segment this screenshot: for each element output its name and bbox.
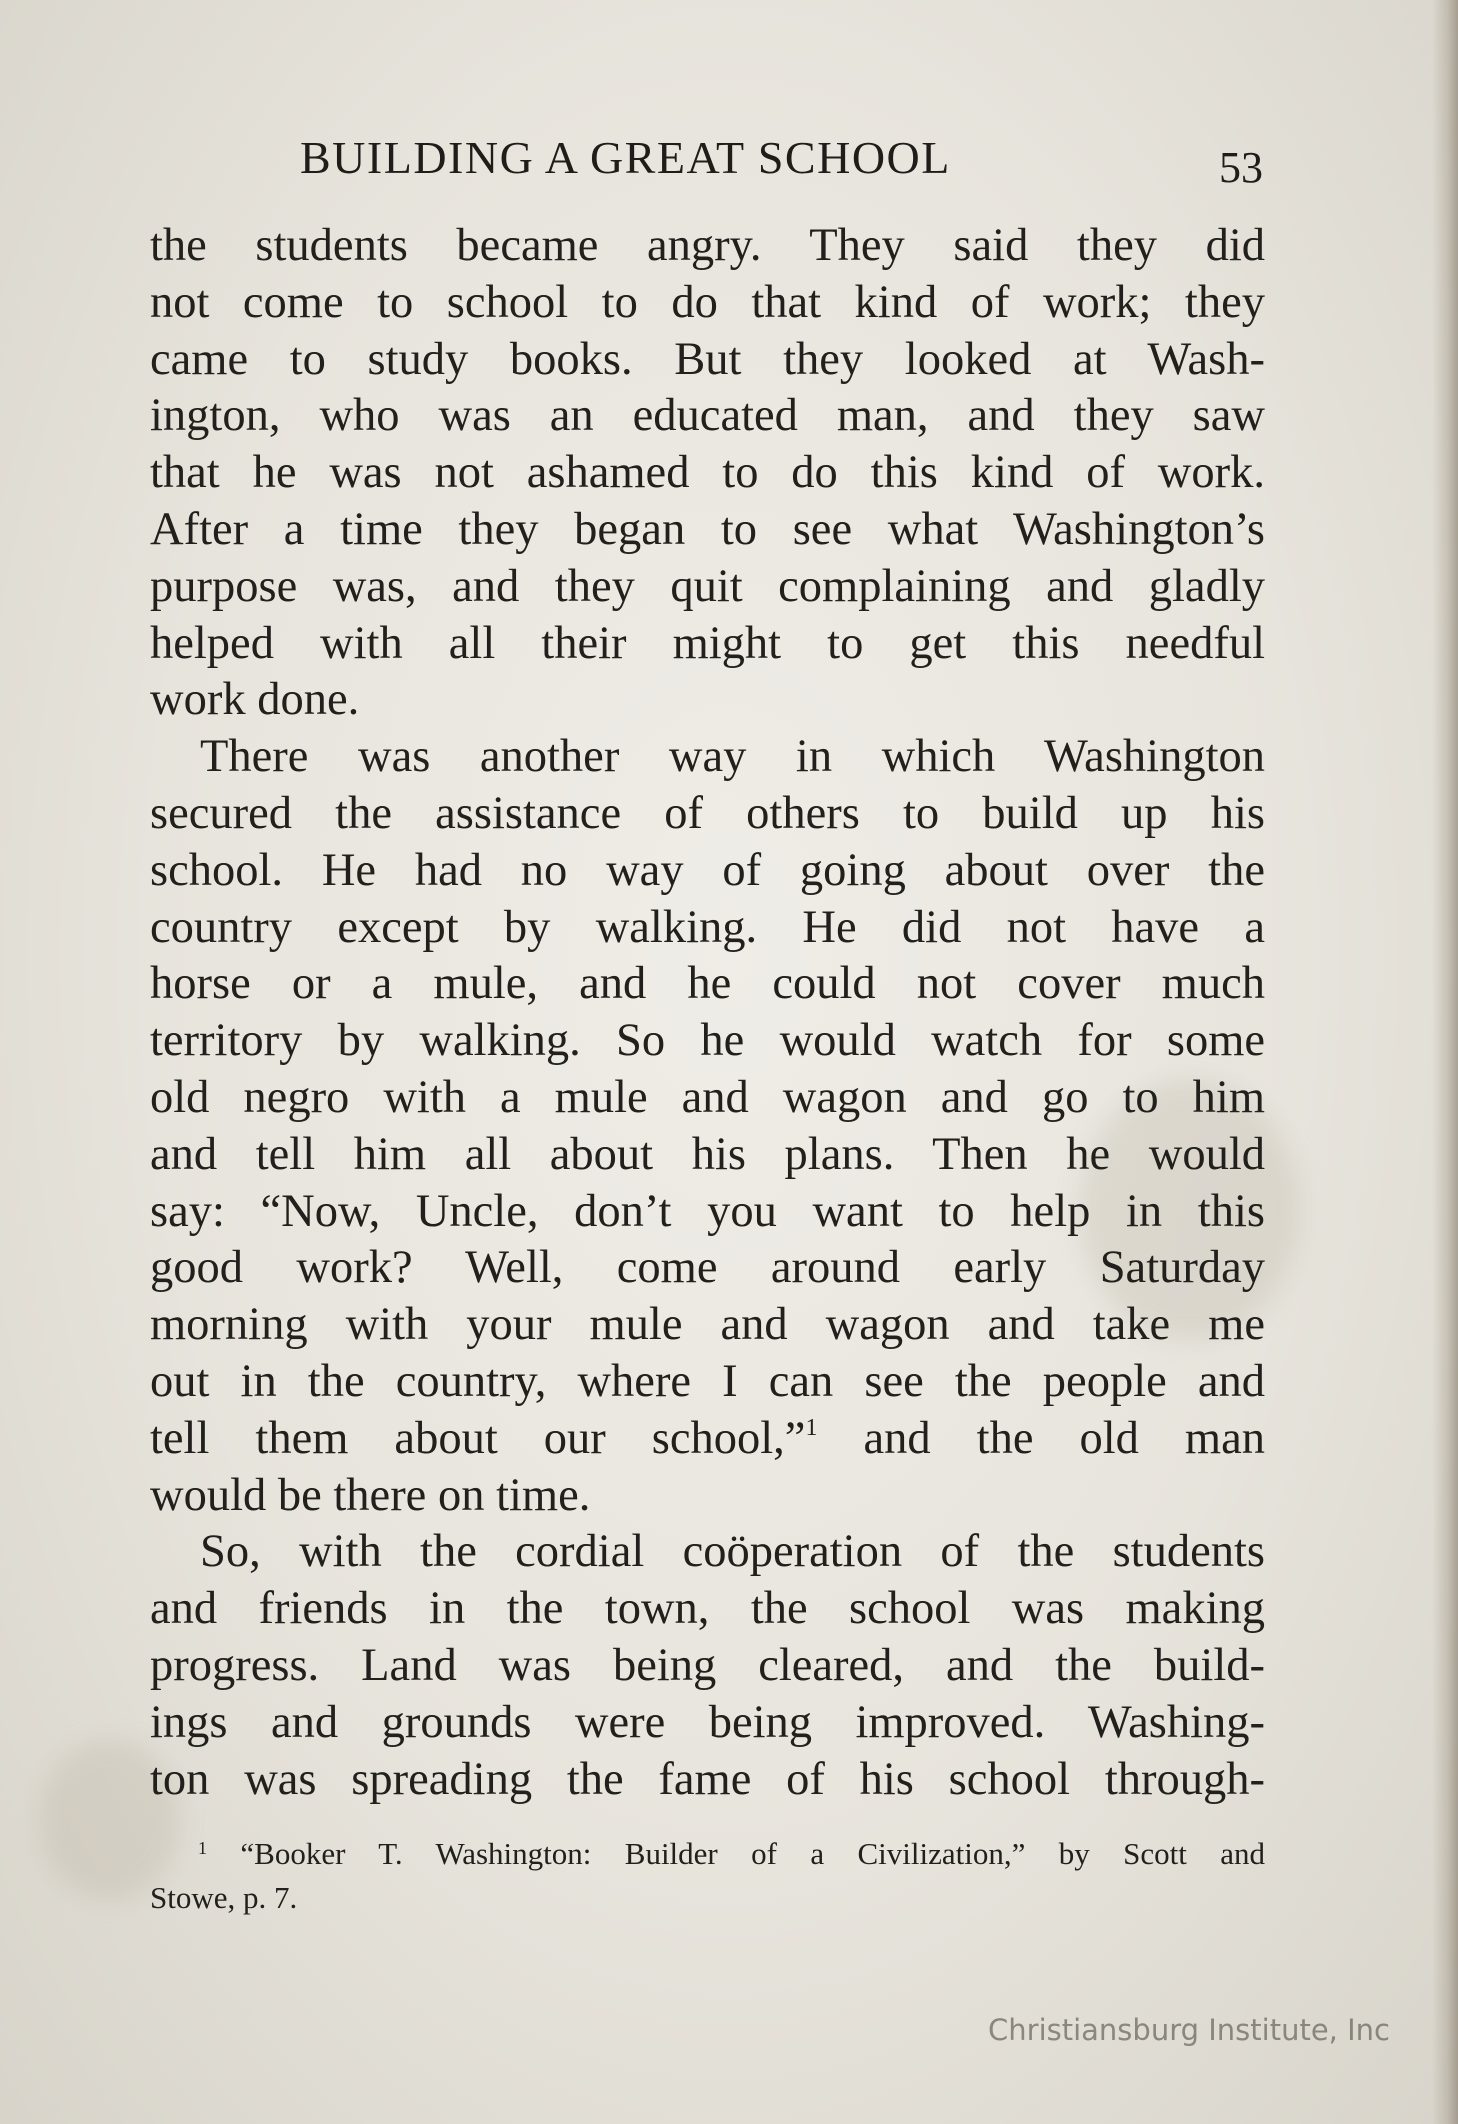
- text-line: good work? Well, come around early Saturday: [150, 1242, 1265, 1294]
- paragraph-start-line: There was another way in which Washington: [200, 731, 1265, 783]
- text-line: morning with your mule and wagon and take me: [150, 1299, 1265, 1351]
- text-line: ington, who was an educated man, and they saw: [150, 390, 1265, 442]
- text-line: territory by walking. So he would watch for some: [150, 1015, 1265, 1067]
- text-line: ings and grounds were being improved. Washing-: [150, 1696, 1265, 1748]
- text-line: work done.: [150, 674, 360, 726]
- text-line: school. He had no way of going about over the: [150, 844, 1265, 896]
- text-line: that he was not ashamed to do this kind of work.: [150, 447, 1265, 499]
- text-line: and friends in the town, the school was making: [150, 1583, 1265, 1635]
- footnote: [150, 1832, 1265, 1920]
- text-line: purpose was, and they quit complaining and gladly: [150, 560, 1265, 612]
- text-line-with-footnote: [150, 1411, 1265, 1468]
- page-header: [300, 128, 1275, 192]
- text-line: not come to school to do that kind of work; they: [150, 276, 1265, 328]
- body-text: [150, 218, 1265, 1808]
- text-line: progress. Land was being cleared, and the build-: [150, 1639, 1265, 1691]
- running-title: BUILDING A GREAT SCHOOL: [300, 132, 951, 183]
- watermark: Christiansburg Institute, Inc: [988, 2013, 1390, 2047]
- page-number: 53: [1219, 143, 1263, 192]
- text-segment: tell them about our school,”: [150, 1412, 806, 1464]
- text-line: came to study books. But they looked at Wash-: [150, 333, 1265, 385]
- text-line: say: “Now, Uncle, don’t you want to help in this: [150, 1185, 1265, 1237]
- footnote-line: Stowe, p. 7.: [150, 1880, 298, 1915]
- text-line: After a time they began to see what Washington’s: [150, 503, 1265, 555]
- text-line: the students became angry. They said they did: [150, 220, 1265, 271]
- text-line: and tell him all about his plans. Then he would: [150, 1128, 1265, 1180]
- text-line: would be there on time.: [150, 1469, 591, 1521]
- text-line: helped with all their might to get this needful: [150, 617, 1265, 669]
- text-line: ton was spreading the fame of his school through-: [150, 1753, 1265, 1805]
- footnote-line: [150, 1832, 1265, 1876]
- text-line: horse or a mule, and he could not cover much: [150, 958, 1265, 1010]
- footnote-marker: 1: [198, 1838, 207, 1858]
- footnote-text: “Booker T. Washington: Builder of a Civilization,” by Scott and: [240, 1836, 1266, 1871]
- text-segment: and the old man: [817, 1412, 1265, 1464]
- text-line: out in the country, where I can see the people and: [150, 1355, 1265, 1407]
- text-line: old negro with a mule and wagon and go to him: [150, 1071, 1265, 1123]
- page-edge-shadow: [1432, 0, 1458, 2124]
- paragraph-start-line: So, with the cordial coöperation of the students: [200, 1526, 1265, 1578]
- footnote-reference: 1: [805, 1414, 818, 1441]
- text-line: secured the assistance of others to build up his: [150, 787, 1265, 839]
- text-line: country except by walking. He did not have a: [150, 901, 1265, 953]
